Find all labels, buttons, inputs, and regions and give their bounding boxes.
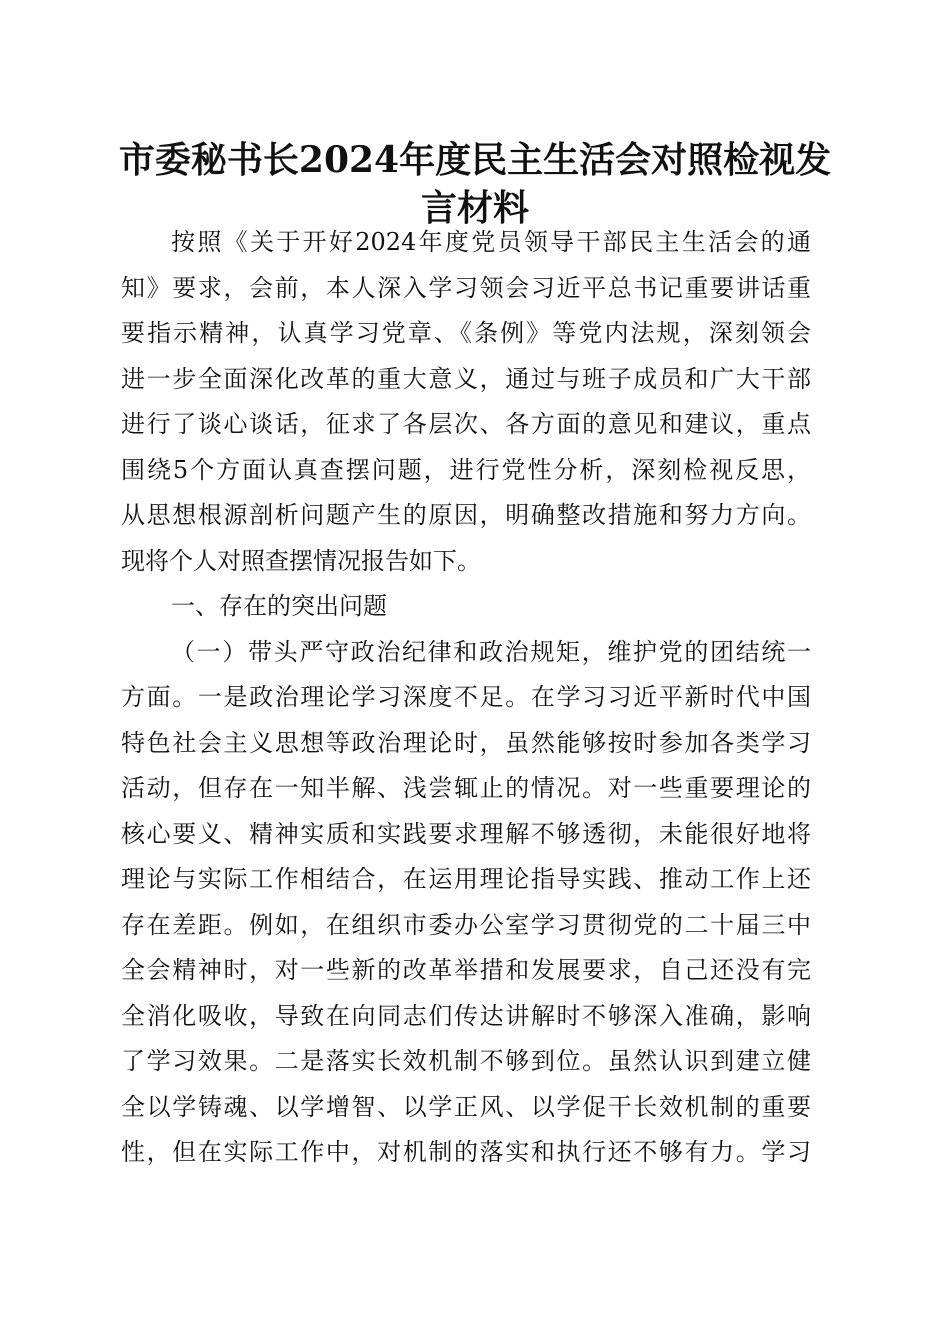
intro-line: 从思想根源剖析问题产生的原因，明确整改措施和努力方向。 [121,501,811,529]
subsection-line: 全会精神时，对一些新的改革举措和发展要求，自己还没有完 [121,956,811,984]
intro-line: 要指示精神，认真学习党章、《条例》等党内法规，深刻领会 [121,319,811,347]
subsection-line: 性，但在实际工作中，对机制的落实和执行还不够有力。学习 [121,1138,811,1166]
subsection-line: 了学习效果。二是落实长效机制不够到位。虽然认识到建立健 [121,1047,811,1075]
subsection-line: 活动，但存在一知半解、浅尝辄止的情况。对一些重要理论的 [121,774,811,802]
intro-line: 进一步全面深化改革的重大意义，通过与班子成员和广大干部 [121,364,811,393]
subsection-line: （一）带头严守政治纪律和政治规矩，维护党的团结统一 [171,637,811,666]
subsection-line: 特色社会主义思想等政治理论时，虽然能够按时参加各类学习 [121,728,811,757]
intro-line: 知》要求，会前，本人深入学习领会习近平总书记重要讲话重 [121,273,811,302]
intro-line: 现将个人对照查摆情况报告如下。 [121,546,481,575]
document-body [121,220,811,1176]
subsection-line: 核心要义、精神实质和实践要求理解不够透彻，未能很好地将 [121,819,811,848]
intro-line: 按照《关于开好2024年度党员领导干部民主生活会的通 [171,228,811,256]
intro-line: 进行了谈心谈话，征求了各层次、各方面的意见和建议，重点 [121,410,811,438]
intro-line: 围绕5个方面认真查摆问题，进行党性分析，深刻检视反思， [121,455,811,484]
subsection-line: 存在差距。例如，在组织市委办公室学习贯彻党的二十届三中 [121,910,811,939]
subsection-line: 全以学铸魂、以学增智、以学正风、以学促干长效机制的重要 [121,1092,811,1121]
document-title-line-2: 言材料 [420,187,529,229]
subsection-line: 理论与实际工作相结合，在运用理论指导实践、推动工作上还 [121,865,811,893]
document-title-line-1: 市委秘书长2024年度民主生活会对照检视发 [118,139,832,181]
section-heading: 一、存在的突出问题 [171,592,387,620]
subsection-line: 全消化吸收，导致在向同志们传达讲解时不够深入准确，影响 [121,1001,811,1030]
subsection-line: 方面。一是政治理论学习深度不足。在学习习近平新时代中国 [121,683,811,711]
